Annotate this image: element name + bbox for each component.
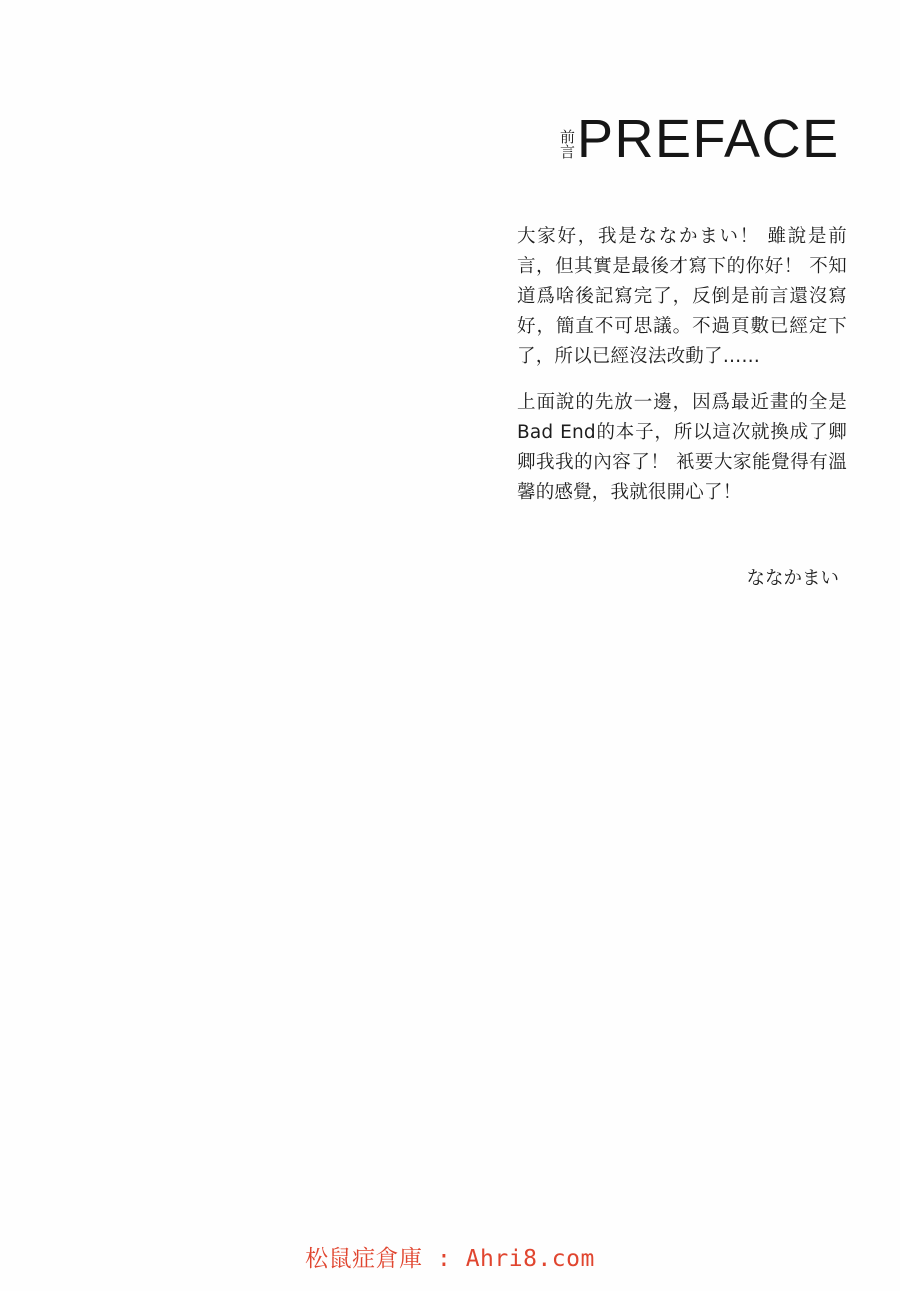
footer-watermark: 松鼠症倉庫 : Ahri8.com: [305, 1246, 595, 1272]
page-heading: [560, 109, 840, 169]
preface-body: [517, 222, 847, 508]
preface-paragraph-1: 大家好，我是ななかまい！ 雖說是前言，但其實是最後才寫下的你好！ 不知道爲啥後記寫完了，反倒是前言還沒寫好，簡直不可思議。不過頁數已經定下了，所以已經沒法改動了……: [517, 226, 847, 367]
heading-kanji-vertical: [560, 130, 575, 166]
preface-paragraph-2: 上面說的先放一邊，因爲最近畫的全是Bad End的本子，所以這次就換成了卿卿我我的內容了！ 衹要大家能覺得有溫馨的感覺，我就很開心了！: [517, 392, 847, 503]
author-signature: ななかまい: [746, 568, 839, 589]
heading-kanji-char-1: 前: [560, 128, 576, 146]
page-title: PREFACE: [577, 109, 840, 169]
heading-kanji-char-2: 言: [560, 143, 576, 161]
